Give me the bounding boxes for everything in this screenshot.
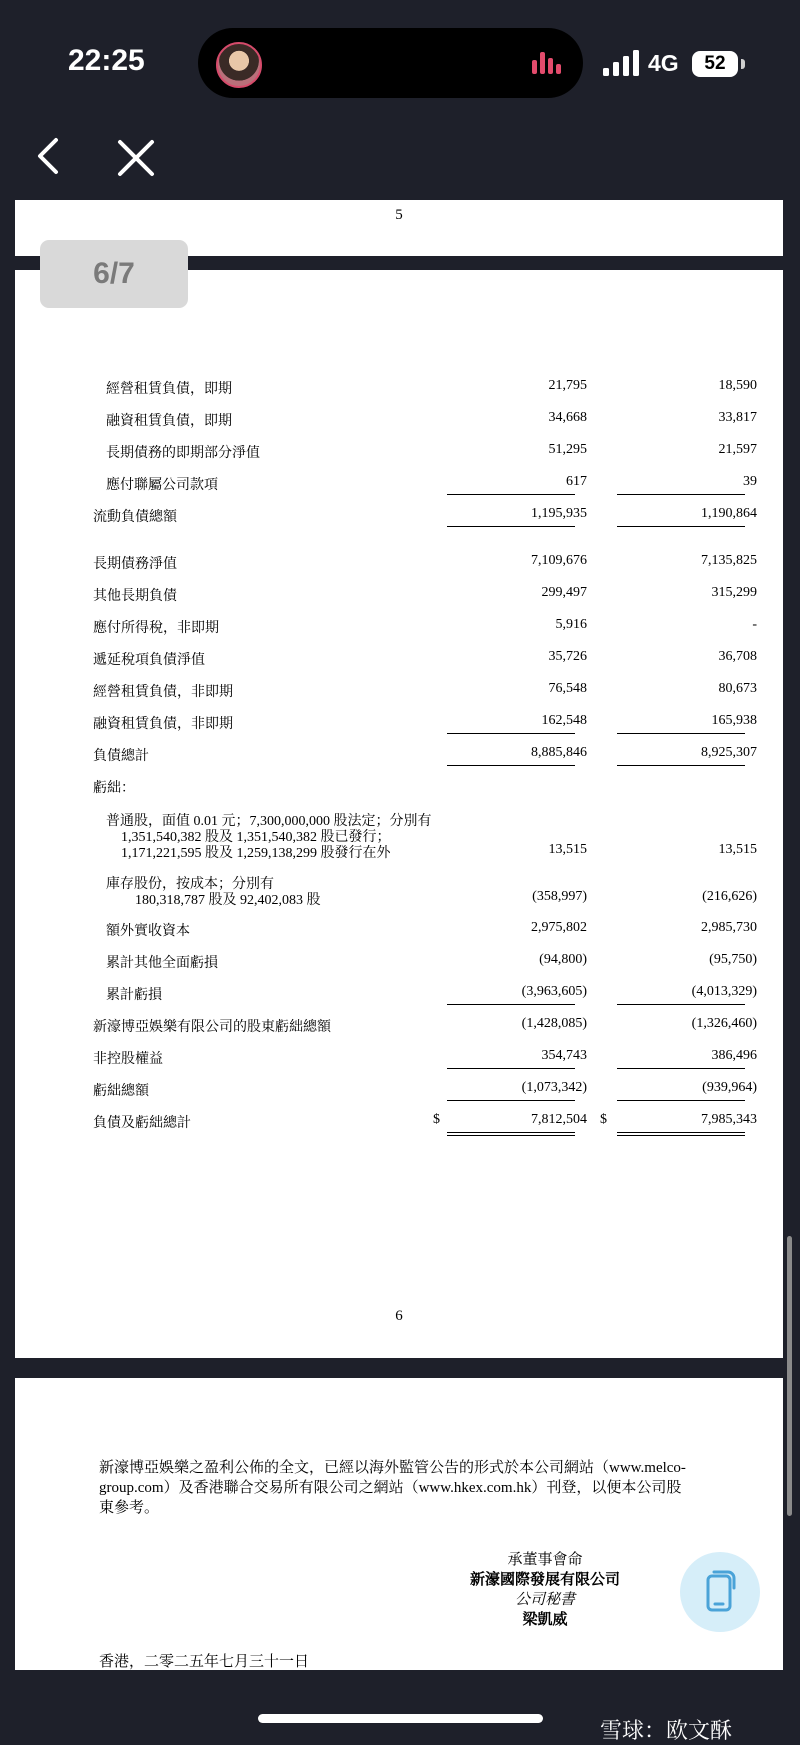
- value-2024: 33,817: [718, 410, 757, 425]
- signature-block: [435, 1550, 655, 1630]
- row-label: 長期債務淨值: [93, 557, 177, 572]
- value-2024: 386,496: [711, 1048, 757, 1063]
- value-2025: 76,548: [548, 681, 587, 696]
- battery-cap: [741, 59, 745, 69]
- double-underline: [447, 1135, 575, 1136]
- row-label: 遞延稅項負債淨值: [93, 653, 205, 668]
- underline: [617, 765, 745, 766]
- value-2025: 299,497: [541, 585, 587, 600]
- dynamic-island: [198, 28, 583, 98]
- underline: [617, 733, 745, 734]
- underline: [447, 765, 575, 766]
- value-2024: 21,597: [718, 442, 757, 457]
- value-2024: 2,985,730: [701, 920, 757, 935]
- row-label: 融資租賃負債，非即期: [93, 717, 233, 732]
- row-label: 經營租賃負債，非即期: [93, 685, 233, 700]
- value-2024: (95,750): [709, 952, 757, 967]
- row-label: 180,318,787 股及 92,402,083 股: [135, 893, 321, 908]
- value-2025: (3,963,605): [521, 984, 587, 999]
- value-2024: 7,985,343: [701, 1112, 757, 1127]
- currency-symbol: $: [433, 1112, 440, 1127]
- row-label: 虧絀總額: [93, 1084, 149, 1099]
- row-label: 長期債務的即期部分淨值: [106, 446, 260, 461]
- page-number: 5: [395, 207, 403, 223]
- currency-symbol: $: [600, 1112, 607, 1127]
- value-2024: (216,626): [702, 889, 757, 904]
- row-label: 虧絀：: [93, 781, 135, 796]
- value-2024: (4,013,329): [691, 984, 757, 999]
- audio-wave-icon: [531, 50, 561, 76]
- value-2024: 315,299: [711, 585, 757, 600]
- balance-sheet: [15, 270, 783, 1358]
- row-label: 流動負債總額: [93, 510, 177, 525]
- value-2024: 36,708: [718, 649, 757, 664]
- underline: [447, 526, 575, 527]
- signature-line: 承董事會命: [507, 1552, 583, 1568]
- pdf-page-6[interactable]: [15, 270, 783, 1358]
- value-2025: 2,975,802: [531, 920, 587, 935]
- underline: [447, 494, 575, 495]
- value-2025: 13,515: [548, 842, 587, 857]
- rotate-screen-button[interactable]: [680, 1552, 760, 1632]
- underline: [617, 1004, 745, 1005]
- value-2025: 5,916: [555, 617, 587, 632]
- network-type: 4G: [648, 50, 679, 76]
- value-2025: (358,997): [532, 889, 587, 904]
- underline: [447, 1004, 575, 1005]
- page-indicator: 6/7: [40, 240, 188, 308]
- battery-icon: 52: [692, 51, 738, 77]
- signal-icon: [603, 50, 641, 78]
- avatar: [216, 42, 262, 88]
- row-label: 負債總計: [93, 749, 149, 764]
- value-2025: 51,295: [548, 442, 587, 457]
- value-2025: 8,885,846: [531, 745, 587, 760]
- row-label: 應付所得稅，非即期: [93, 621, 219, 636]
- row-label: 負債及虧絀總計: [93, 1116, 191, 1131]
- row-label: 累計虧損: [106, 988, 162, 1003]
- row-label: 非控股權益: [93, 1052, 163, 1067]
- value-2025: 1,195,935: [531, 506, 587, 521]
- row-label: 1,351,540,382 股及 1,351,540,382 股已發行；: [121, 830, 391, 845]
- row-label: 新濠博亞娛樂有限公司的股東虧絀總額: [93, 1020, 331, 1035]
- row-label: 其他長期負債: [93, 589, 177, 604]
- value-2024: 18,590: [718, 378, 757, 393]
- value-2025: (1,073,342): [521, 1080, 587, 1095]
- status-time: 22:25: [68, 44, 145, 77]
- value-2025: 354,743: [541, 1048, 587, 1063]
- value-2025: 21,795: [548, 378, 587, 393]
- announcement-paragraph: [99, 1458, 719, 1518]
- value-2024: (1,326,460): [691, 1016, 757, 1031]
- underline: [617, 494, 745, 495]
- value-2024: 8,925,307: [701, 745, 757, 760]
- value-2025: 35,726: [548, 649, 587, 664]
- underline: [617, 1132, 745, 1133]
- double-underline: [617, 1135, 745, 1136]
- value-2024: -: [752, 617, 757, 632]
- value-2024: 80,673: [718, 681, 757, 696]
- row-label: 融資租賃負債，即期: [106, 414, 232, 429]
- value-2025: 617: [566, 474, 587, 489]
- underline: [447, 733, 575, 734]
- row-label: 普通股，面值 0.01 元；7,300,000,000 股法定；分別有: [106, 814, 432, 829]
- value-2025: 34,668: [548, 410, 587, 425]
- underline: [447, 1068, 575, 1069]
- company-name: 新濠國際發展有限公司: [469, 1572, 620, 1588]
- value-2024: 1,190,864: [701, 506, 757, 521]
- value-2025: (94,800): [539, 952, 587, 967]
- pdf-page-7[interactable]: [15, 1378, 783, 1670]
- brand-watermark: 雪球：欧文酥: [600, 1719, 733, 1744]
- row-label: 1,171,221,595 股及 1,259,138,299 股發行在外: [121, 846, 391, 861]
- value-2024: 39: [743, 474, 757, 489]
- underline: [617, 1100, 745, 1101]
- row-label: 額外實收資本: [106, 924, 190, 939]
- underline: [447, 1132, 575, 1133]
- scrollbar[interactable]: [787, 1236, 792, 1516]
- value-2024: 13,515: [718, 842, 757, 857]
- underline: [617, 526, 745, 527]
- value-2024: 7,135,825: [701, 553, 757, 568]
- rotate-phone-icon: [680, 1552, 760, 1632]
- underline: [617, 1068, 745, 1069]
- value-2025: 162,548: [541, 713, 587, 728]
- page-number: 6: [395, 1308, 403, 1324]
- row-label: 庫存股份，按成本；分別有: [106, 877, 274, 892]
- value-2025: (1,428,085): [521, 1016, 587, 1031]
- value-2024: 165,938: [711, 713, 757, 728]
- value-2025: 7,812,504: [531, 1112, 587, 1127]
- signatory-name: 梁凱威: [522, 1612, 568, 1628]
- paragraph-line: group.com）及香港聯合交易所有限公司之網站（www.hkex.com.hk）刊登，以便本公司股: [99, 1480, 682, 1496]
- close-icon[interactable]: [116, 138, 156, 178]
- row-label: 累計其他全面虧損: [106, 956, 218, 971]
- signatory-role: 公司秘書: [514, 1592, 575, 1608]
- value-2025: 7,109,676: [531, 553, 587, 568]
- underline: [447, 1100, 575, 1101]
- row-label: 應付聯屬公司款項: [106, 478, 218, 493]
- value-2024: (939,964): [702, 1080, 757, 1095]
- date-line: 香港，二零二五年七月三十一日: [99, 1654, 310, 1670]
- paragraph-line: 新濠博亞娛樂之盈利公佈的全文，已經以海外監管公告的形式於本公司網站（www.melco-: [99, 1460, 686, 1476]
- row-label: 經營租賃負債，即期: [106, 382, 232, 397]
- back-icon[interactable]: [32, 134, 66, 178]
- home-indicator[interactable]: [258, 1714, 543, 1723]
- paragraph-line: 東參考。: [99, 1500, 160, 1516]
